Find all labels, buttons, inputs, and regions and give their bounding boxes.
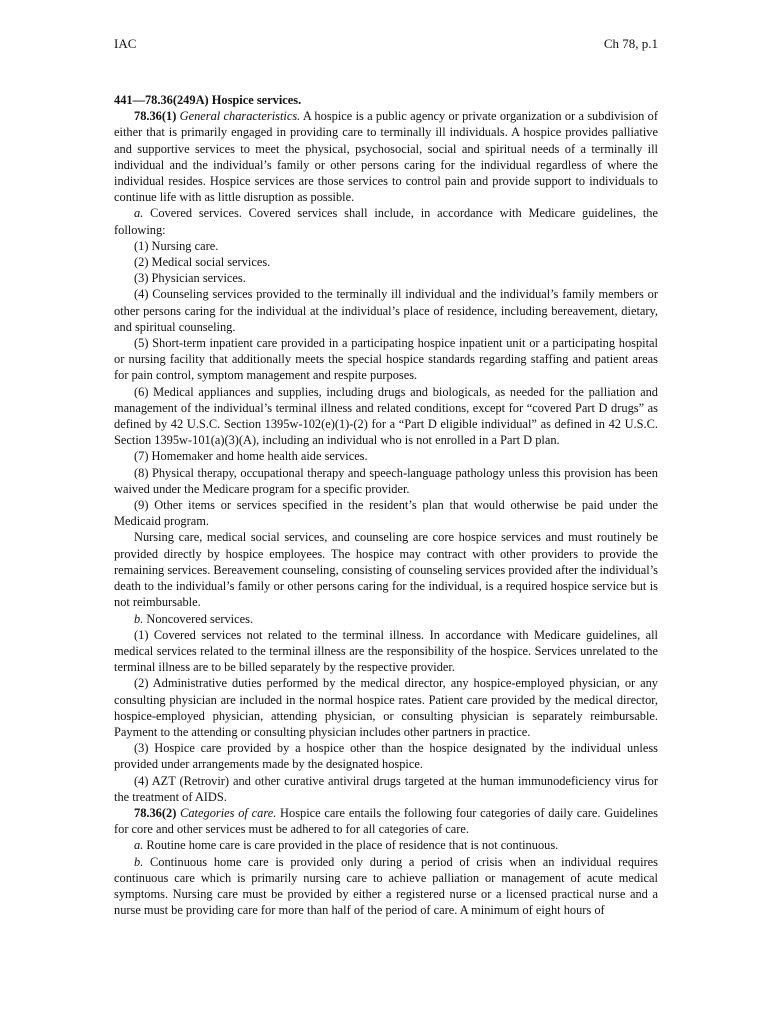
paragraph-text: Nursing care, medical social services, and counseling are core hospice services and must routinely be provided directly by hospice employees. The hospice may contract with other providers to provide the remaining services. Bereavement counseling, consisting of counseling services provided after the individual’s death to the individual’s family or other persons caring for the individual, is a required hospice service but is not reimbursable. — [114, 530, 659, 610]
paragraph — [114, 837, 658, 853]
header-right: Ch 78, p.1 — [603, 36, 658, 51]
paragraph — [114, 270, 658, 286]
paragraph-list — [114, 108, 658, 918]
paragraph-label: b. — [134, 611, 144, 626]
paragraph-text: Noncovered services. — [143, 611, 254, 626]
paragraph-text: (2) Medical social services. — [134, 255, 271, 270]
paragraph-text: (7) Homemaker and home health aide services. — [134, 449, 368, 464]
paragraph-text: (3) Hospice care provided by a hospice other than the hospice designated by the individual unless provided under arrangements made by the designated hospice. — [114, 741, 658, 772]
paragraph — [114, 335, 658, 384]
paragraph — [114, 254, 658, 270]
page-header — [114, 36, 658, 52]
paragraph — [114, 854, 658, 919]
paragraph-text: (3) Physician services. — [134, 271, 246, 286]
rule-number: 78.36(2) — [134, 805, 181, 820]
paragraph-text: (6) Medical appliances and supplies, including drugs and biologicals, as needed for the palliation and management of the individual’s terminal illness and related conditions, except for “covered Part D drugs” as defined by 42 U.S.C. Section 1395w-102(e)(1)-(2) for a “Part D eligible individual” as defined in 42 U.S.C. Section 1395w-101(a)(3)(A), including an individual who is not enrolled in a Part D plan. — [114, 384, 658, 448]
paragraph-text: (2) Administrative duties performed by the medical director, any hospice-employed physician, or any consulting physician are included in the normal hospice rates. Patient care provided by the medical director, hospice-employed physician, attending physician, or consulting physician is separately reimbursable. Payment to the attending or consulting physician includes other partners in practice. — [114, 676, 658, 739]
paragraph — [114, 773, 658, 805]
paragraph-text: (4) Counseling services provided to the terminally ill individual and the individual’s family members or other persons caring for the individual at the individual’s place of residence, including bereavement, dietary, and spiritual counseling. — [114, 287, 658, 334]
paragraph-text: (1) Nursing care. — [134, 238, 219, 253]
paragraph — [114, 611, 658, 627]
paragraph — [114, 675, 658, 740]
paragraph — [114, 448, 658, 464]
paragraph-label: Categories of care. — [180, 805, 277, 820]
document-body — [114, 92, 658, 918]
paragraph-label: a. — [134, 838, 144, 853]
paragraph — [114, 465, 658, 497]
paragraph — [114, 497, 658, 529]
paragraph-label: General characteristics. — [179, 109, 301, 124]
rule-number: 78.36(1) — [134, 109, 180, 124]
paragraph — [114, 627, 658, 676]
header-left: IAC — [114, 36, 137, 51]
paragraph-text: (5) Short-term inpatient care provided in a participating hospice inpatient unit or a participating hospital or nursing facility that additionally meets the special hospice standards regarding staffing and patient areas for pain control, symptom management and respite purposes. — [114, 336, 658, 383]
paragraph — [114, 529, 658, 610]
paragraph — [114, 108, 658, 205]
paragraph — [114, 740, 658, 772]
paragraph-text: (8) Physical therapy, occupational therapy and speech-language pathology unless this provision has been waived under the Medicare program for a specific provider. — [114, 465, 658, 496]
paragraph-label: a. — [134, 206, 144, 221]
paragraph — [114, 205, 658, 237]
paragraph — [114, 238, 658, 254]
paragraph — [114, 805, 658, 837]
paragraph-text: Continuous home care is provided only during a period of crisis when an individual requires continuous care which is primarily nursing care to achieve palliation or management of acute medical symptoms. Nursing care must be provided by either a registered nurse or a licensed practical nurse and a nurse must be providing care for more than half of the period of care. A minimum of eight hours of — [114, 854, 658, 918]
paragraph-text: Hospice care entails the following four categories of daily care. Guidelines for core and other services must be adhered to for all categories of care. — [114, 805, 658, 837]
paragraph-label: b. — [134, 854, 144, 869]
paragraph-text: Routine home care is care provided in the place of residence that is not continuous. — [143, 838, 559, 853]
paragraph-text: A hospice is a public agency or private organization or a subdivision of either that is primarily engaged in providing care to terminally ill individuals. A hospice provides palliative and supportive services to meet the physical, psychosocial, social and spiritual needs of a terminally ill individual and the individual’s family or other persons caring for the individual regardless of where the individual resides. Hospice services are those services to control pain and provide support to individuals to continue life with as little disruption as possible. — [114, 109, 658, 205]
paragraph-text: (1) Covered services not related to the terminal illness. In accordance with Medicare guidelines, all medical services related to the terminal illness are the responsibility of the hospice. Services unrelated to the terminal illness are to be billed separately by the respective provider. — [114, 627, 658, 675]
paragraph-text: (9) Other items or services specified in the resident’s plan that would otherwise be paid under the Medicaid program. — [114, 498, 658, 529]
paragraph — [114, 384, 658, 449]
paragraph-text: Covered services. Covered services shall include, in accordance with Medicare guidelines, the following: — [114, 206, 658, 237]
rule-title: 441—78.36(249A) Hospice services. — [114, 93, 302, 107]
paragraph — [114, 286, 658, 335]
paragraph-text: (4) AZT (Retrovir) and other curative antiviral drugs targeted at the human immunodeficiency virus for the treatment of AIDS. — [114, 773, 658, 804]
